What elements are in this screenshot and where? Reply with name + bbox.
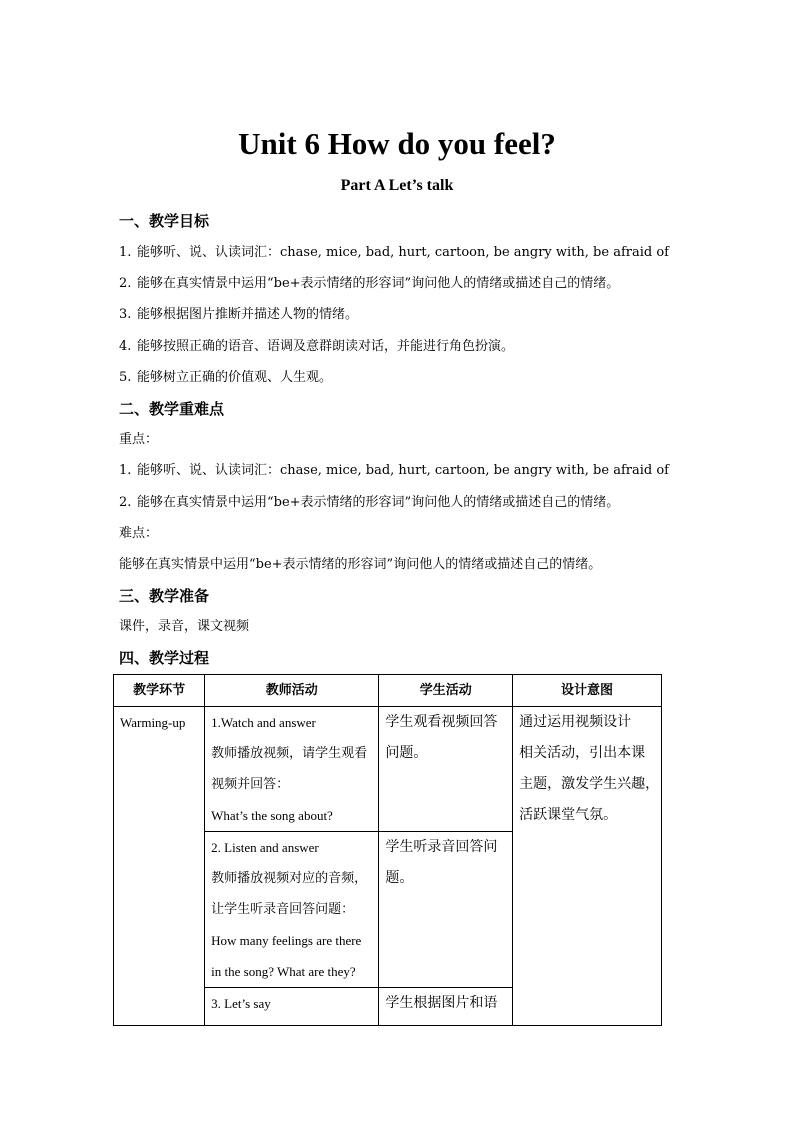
section-heading-process: 四、教学过程: [119, 649, 210, 667]
objective-item: [119, 368, 332, 388]
cell-line: in the song? What are they?: [211, 964, 356, 979]
cell-line: 活跃课堂气氛。: [519, 807, 618, 823]
item-number: 1.: [119, 463, 132, 478]
teacher-cell: [205, 707, 379, 832]
item-number: 1.: [119, 245, 132, 260]
student-cell: [379, 988, 513, 1026]
item-text: 能够树立正确的价值观、人生观。: [137, 370, 333, 385]
cell-line: 学生根据图片和语: [385, 995, 498, 1011]
cell-line: How many feelings are there: [211, 933, 362, 948]
item-text: 能够根据图片推断并描述人物的情绪。: [137, 307, 359, 322]
item-number: 2.: [119, 276, 132, 291]
objective-item: [119, 305, 358, 325]
teacher-cell: [205, 988, 379, 1026]
objective-item: [119, 274, 619, 294]
cell-line: 通过运用视频设计: [519, 714, 632, 730]
cell-line: 相关活动，引出本课: [519, 745, 646, 761]
header-teacher: 教师活动: [205, 675, 379, 707]
cell-line: 让学生听录音回答问题：: [211, 902, 355, 917]
section-heading-preparation: 三、教学准备: [119, 587, 210, 605]
item-number: 5.: [119, 370, 132, 385]
key-item: [119, 493, 619, 513]
item-text: 能够在真实情景中运用“be+表示情绪的形容词”询问他人的情绪或描述自己的情绪。: [137, 276, 620, 291]
cell-line: 教师播放视频，请学生观看: [211, 746, 368, 761]
cell-line: 主题，激发学生兴趣，: [519, 776, 660, 792]
cell-line: 3. Let’s say: [211, 996, 271, 1011]
student-cell: [379, 832, 513, 988]
difficult-text: 能够在真实情景中运用“be+表示情绪的形容词”询问他人的情绪或描述自己的情绪。: [119, 557, 602, 572]
item-number: 3.: [119, 307, 132, 322]
cell-line: 问题。: [385, 745, 428, 761]
stage-cell: Warming-up: [114, 707, 205, 1026]
table-header-row: [114, 675, 662, 707]
cell-line: 教师播放视频对应的音频，: [211, 871, 368, 886]
intent-cell: [513, 707, 662, 1026]
item-text: 能够听、说、认读词汇：chase, mice, bad, hurt, cartoon, be angry with, be afraid of: [137, 463, 669, 478]
header-student: 学生活动: [379, 675, 513, 707]
key-label: 重点：: [119, 432, 159, 447]
difficult-label: 难点：: [119, 526, 159, 541]
teacher-cell: [205, 832, 379, 988]
preparation-text: 课件，录音，课文视频: [119, 619, 250, 634]
item-text: 能够听、说、认读词汇：chase, mice, bad, hurt, cartoon, be angry with, be afraid of: [137, 245, 669, 260]
item-text: 能够在真实情景中运用“be+表示情绪的形容词”询问他人的情绪或描述自己的情绪。: [137, 495, 620, 510]
item-number: 2.: [119, 495, 132, 510]
header-intent: 设计意图: [513, 675, 662, 707]
item-number: 4.: [119, 339, 132, 354]
page-title: Unit 6 How do you feel?: [238, 126, 556, 161]
cell-line: 题。: [385, 870, 414, 886]
cell-line: What’s the song about?: [211, 808, 333, 823]
objective-item: [119, 243, 669, 263]
section-heading-objectives: 一、教学目标: [119, 212, 210, 230]
page-subtitle: Part A Let’s talk: [340, 177, 454, 194]
header-stage: 教学环节: [114, 675, 205, 707]
cell-line: 视频并回答：: [211, 777, 290, 792]
student-cell: [379, 707, 513, 832]
cell-line: 1.Watch and answer: [211, 715, 316, 730]
key-item: [119, 461, 669, 481]
cell-line: 学生观看视频回答: [385, 714, 498, 730]
objective-item: [119, 337, 514, 357]
cell-line: 2. Listen and answer: [211, 840, 319, 855]
cell-line: 学生听录音回答问: [385, 839, 498, 855]
process-table: [113, 674, 662, 1026]
section-heading-key-points: 二、教学重难点: [119, 400, 225, 418]
item-text: 能够按照正确的语音、语调及意群朗读对话，并能进行角色扮演。: [137, 339, 515, 354]
table-row: [114, 707, 662, 832]
